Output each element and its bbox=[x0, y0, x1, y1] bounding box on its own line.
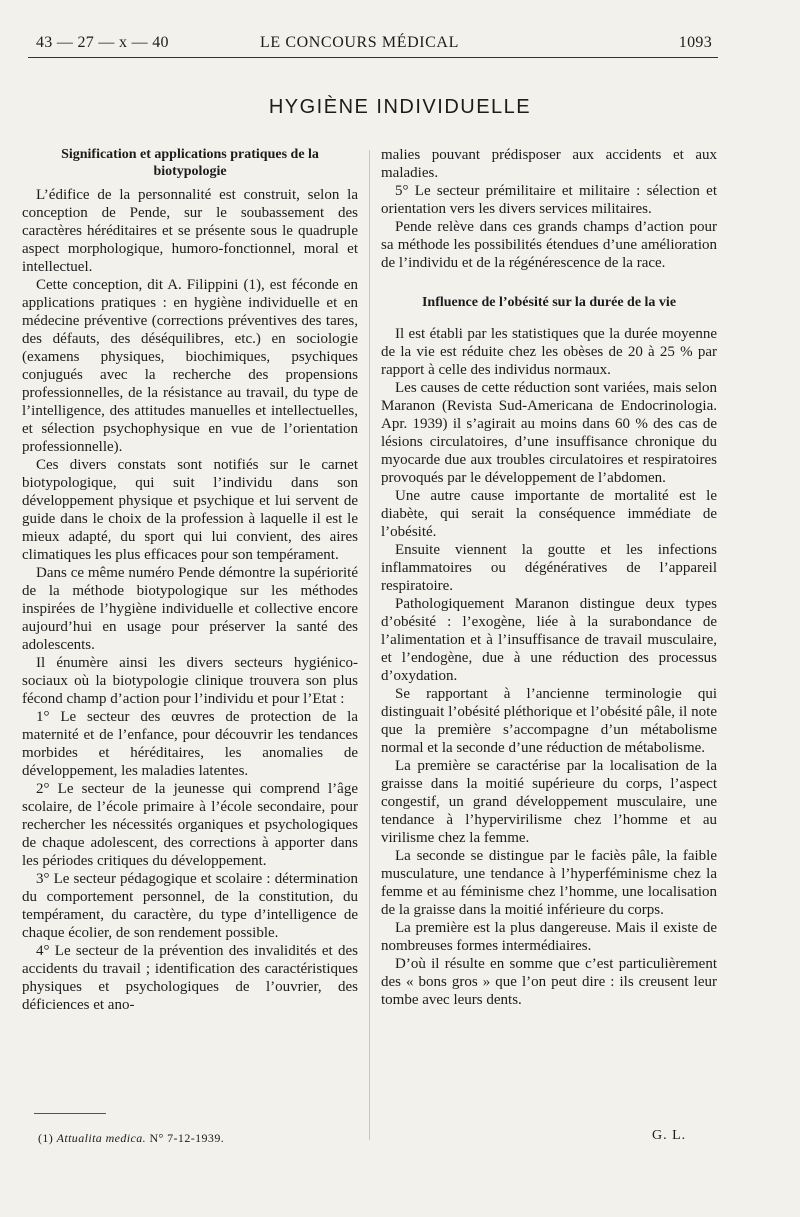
paragraph: La première se caractérise par la localisation de la graisse dans la moitié supérieure du corps, l’aspect congestif, un grand développement musculaire, une tendance à l’hypervirilisme chez l’homme et au virilisme chez la femme. bbox=[381, 758, 717, 846]
paragraph: 3° Le secteur pédagogique et scolaire : détermination du comportement personnel, de la constitution, du tempérament, du caractère, du type d’intelligence de chaque écolier, de son rendement possible. bbox=[22, 871, 358, 941]
paragraph: Une autre cause importante de mortalité est le diabète, qui serait la conséquence immédiate de l’obésité. bbox=[381, 488, 717, 540]
page-number: 1093 bbox=[678, 34, 712, 51]
paragraph: Il est établi par les statistiques que la durée moyenne de la vie est réduite chez les obèses de 20 à 25 % par rapport à celle des individus normaux. bbox=[381, 326, 717, 378]
header-rule bbox=[28, 57, 718, 58]
right-column-heading: Influence de l’obésité sur la durée de la vie bbox=[421, 295, 677, 310]
footnote-rule bbox=[34, 1113, 106, 1114]
paragraph: Se rapportant à l’ancienne terminologie qui distinguait l’obésité pléthorique et l’obésité pâle, il note que la première s’accompagne d’un métabolisme normal et la seconde d’une réduction de métabolisme. bbox=[381, 686, 717, 756]
column-divider bbox=[369, 150, 370, 1140]
footnote-source: Attualita medica. bbox=[56, 1131, 147, 1145]
paragraph: 4° Le secteur de la prévention des invalidités et des accidents du travail ; identification des caractéristiques physiques et psychologiques de l’ouvrier, des déficiences et ano- bbox=[22, 943, 358, 1013]
paragraph: 2° Le secteur de la jeunesse qui comprend l’âge scolaire, de l’école primaire à l’école secondaire, pour rechercher les nécessités organiques et psychologiques de chaque adolescent, des corrections à apporter dans les périodes critiques du développement. bbox=[22, 781, 358, 869]
paragraph: La première est la plus dangereuse. Mais il existe de nombreuses formes intermédiaires. bbox=[381, 920, 717, 954]
journal-title: LE CONCOURS MÉDICAL bbox=[260, 34, 459, 51]
paragraph: Dans ce même numéro Pende démontre la supériorité de la méthode biotypologique sur les méthodes inspirées de l’hygiène individuelle et collective encore aujourd’hui en usage pour préserver la santé des adolescents. bbox=[22, 565, 358, 653]
paragraph: Ces divers constats sont notifiés sur le carnet biotypologique, qui suit l’individu dans son développement physique et psychique et lui servent de guide dans le choix de la profession à laquelle il est le mieux adapté, du sport qui lui convient, des aires climatiques les plus efficaces pour son tempérament. bbox=[22, 457, 358, 563]
section-title: HYGIÈNE INDIVIDUELLE bbox=[268, 96, 532, 118]
paragraph: Il énumère ainsi les divers secteurs hygiénico-sociaux où la biotypologie clinique trouvera son plus fécond champ d’action pour l’individu et pour l’Etat : bbox=[22, 655, 358, 707]
footnote-marker: (1) bbox=[38, 1131, 54, 1145]
right-column bbox=[381, 146, 717, 1009]
paragraph: 5° Le secteur prémilitaire et militaire : sélection et orientation vers les divers services militaires. bbox=[381, 183, 717, 217]
paragraph: 1° Le secteur des œuvres de protection de la maternité et de l’enfance, pour découvrir les tendances morbides et héréditaires, les anomalies de développement, les maladies latentes. bbox=[22, 709, 358, 779]
paragraph: Ensuite viennent la goutte et les infections inflammatoires ou dégénératives de l’appareil respiratoire. bbox=[381, 542, 717, 594]
left-column-heading: Signification et applications pratiques de la biotypologie bbox=[61, 147, 319, 179]
paragraph: L’édifice de la personnalité est construit, selon la conception de Pende, sur le soubassement des caractères héréditaires et se présente sous le quadruple aspect morphologique, humoro-fonctionnel, moral et intellectuel. bbox=[22, 187, 358, 275]
footnote bbox=[38, 1131, 224, 1146]
issue-date: 43 — 27 — x — 40 bbox=[36, 34, 169, 51]
running-header bbox=[28, 34, 712, 56]
paragraph: Pathologiquement Maranon distingue deux types d’obésité : l’exogène, liée à la surabondance de l’alimentation et à l’insuffisance de travail musculaire, et l’endogène, due à une réduction des processus d’oxydation. bbox=[381, 596, 717, 684]
paragraph: La seconde se distingue par le faciès pâle, la faible musculature, une tendance à l’hyperféminisme chez la femme et au féminisme chez l’homme, une localisation de la graisse dans la moitié inférieure du corps. bbox=[381, 848, 717, 918]
left-column bbox=[22, 146, 358, 1014]
author-signature: G. L. bbox=[652, 1128, 687, 1143]
paragraph: Pende relève dans ces grands champs d’action pour sa méthode les possibilités étendues d’une amélioration de l’individu et de la régénérescence de la race. bbox=[381, 219, 717, 271]
footnote-ref: N° 7-12-1939. bbox=[149, 1131, 225, 1145]
paragraph: Les causes de cette réduction sont variées, mais selon Maranon (Revista Sud-Americana de Endocrinologia. Apr. 1939) il s’agirait au moins dans 60 % des cas de lésions circulatoires, d’une insuffisance chronique du myocarde due aux troubles circulatoires et respiratoires provoqués par le développement de l’abdomen. bbox=[381, 380, 717, 486]
paragraph: D’où il résulte en somme que c’est particulièrement des « bons gros » que l’on peut dire : ils creusent leur tombe avec leurs dents. bbox=[381, 956, 717, 1008]
paragraph: Cette conception, dit A. Filippini (1), est féconde en applications pratiques : en hygiène individuelle et en médecine préventive (corrections préventives des tares, des défauts, des déséquilibres, etc.) en sociologie (examens physiques, biochimiques, psychiques conjugués avec la recherche des propensions professionnelles, de la résistance au travail, du type de l’intelligence, des attitudes manuelles et intellectuelles, et sélection psychophysique en vue de l’orientation professionnelle). bbox=[22, 277, 358, 455]
paragraph: malies pouvant prédisposer aux accidents et aux maladies. bbox=[381, 147, 717, 181]
